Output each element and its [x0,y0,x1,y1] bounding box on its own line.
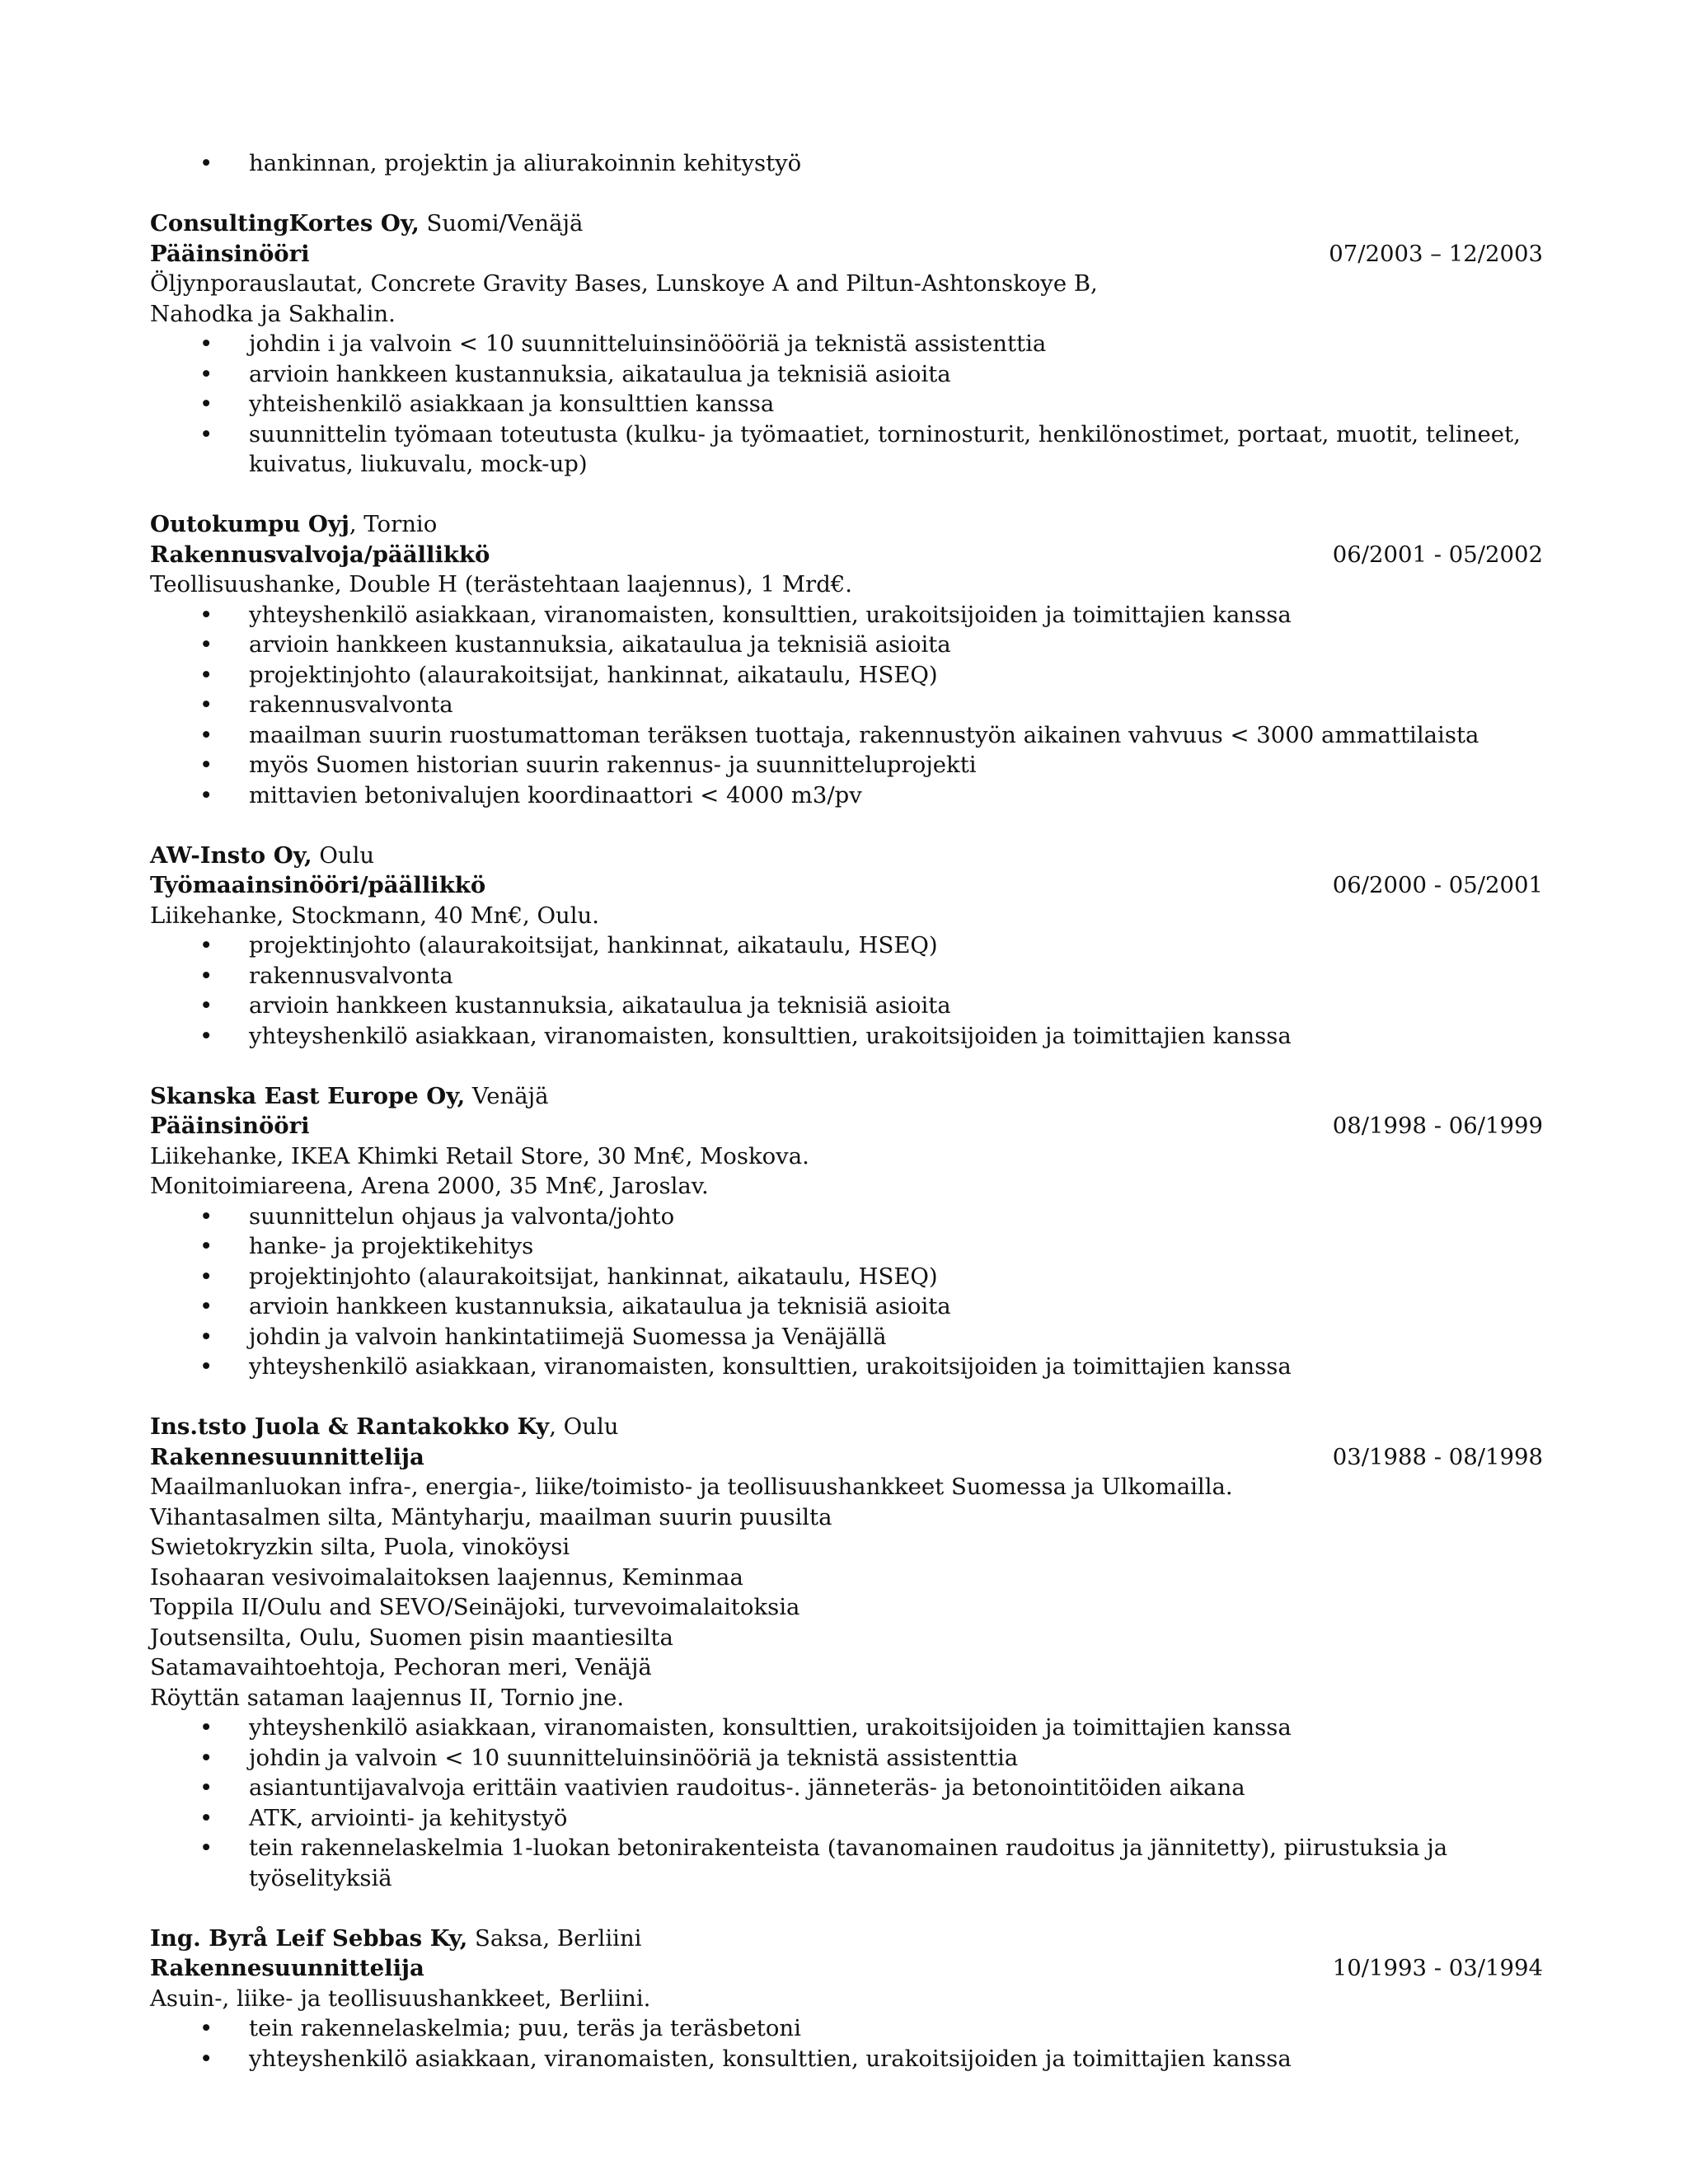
job-entry [150,841,1543,1052]
bullet-item: • suunnittelin työmaan toteutusta (kulku- ja työmaatiet, torninosturit, henkilönostimet, portaat, muotit, telineet, kuivatus, liukuvalu, mock-up) [150,419,1543,480]
job-location: , Tornio [349,511,438,537]
bullet-item: • asiantuntijavalvoja erittäin vaativien raudoitus-. jänneteräs- ja betonointitöiden aikana [150,1773,1543,1803]
job-period: 06/2001 - 05/2002 [1332,541,1543,568]
bullet-item: • yhteyshenkilö asiakkaan, viranomaisten, konsulttien, urakoitsijoiden ja toimittajien kanssa [150,1021,1543,1052]
bullet-item: • projektinjohto (alaurakoitsijat, hankinnat, aikataulu, HSEQ) [150,660,1543,691]
job-bullet-list [150,1202,1543,1382]
job-entry [150,1081,1543,1382]
job-bullet-list [150,600,1543,811]
description-line: Isohaaran vesivoimalaitoksen laajennus, Keminmaa [150,1563,743,1591]
bullet-item: • arvioin hankkeen kustannuksia, aikataulua ja teknisiä asioita [150,630,1543,660]
description-line: Asuin-, liike- ja teollisuushankkeet, Berliini. [150,1985,651,2012]
bullet-item: • projektinjohto (alaurakoitsijat, hankinnat, aikataulu, HSEQ) [150,1262,1543,1292]
bullet-item: • yhteyshenkilö asiakkaan, viranomaisten, konsulttien, urakoitsijoiden ja toimittajien kanssa [150,600,1543,630]
job-title-row [150,1442,1543,1473]
description-line: Liikehanke, IKEA Khimki Retail Store, 30 Mn€, Moskova. [150,1142,809,1169]
job-period: 08/1998 - 06/1999 [1332,1113,1543,1139]
company-name: Ins.tsto Juola & Rantakokko Ky [150,1413,550,1440]
bullet-item: • yhteyshenkilö asiakkaan, viranomaisten, konsulttien, urakoitsijoiden ja toimittajien kanssa [150,1352,1543,1382]
job-description [150,1141,1543,1202]
cv-work-history [150,148,1543,2074]
bullet-item: • projektinjohto (alaurakoitsijat, hankinnat, aikataulu, HSEQ) [150,930,1543,961]
job-location: Oulu [312,841,375,869]
bullet-item: • hanke- ja projektikehitys [150,1231,1543,1262]
description-line: Toppila II/Oulu and SEVO/Seinäjoki, turvevoimalaitoksia [150,1594,800,1620]
bullet-item: • maailman suurin ruostumattoman teräksen tuottaja, rakennustyön aikainen vahvuus < 3000 ammattilaista [150,720,1543,751]
bullet-item: • myös Suomen historian suurin rakennus- ja suunnitteluprojekti [150,750,1543,780]
job-title-row [150,1953,1543,1984]
job-title-row [150,1111,1543,1141]
job-bullet-list [150,2013,1543,2074]
bullet-item: • tein rakennelaskelmia 1-luokan betonirakenteista (tavanomainen raudoitus ja jännitetty), piirustuksia ja työselityksiä [150,1833,1543,1893]
job-description [150,1984,1543,2014]
job-description [150,901,1543,931]
description-line: Maailmanluokan infra-, energia-, liike/toimisto- ja teollisuushankkeet Suomessa ja Ulkomailla. [150,1474,1233,1500]
bullet-item: • johdin ja valvoin < 10 suunnitteluinsinööriä ja teknistä assistenttia [150,1743,1543,1774]
description-line: Nahodka ja Sakhalin. [150,300,396,327]
company-name: ConsultingKortes Oy, [150,210,420,237]
job-employer-line [150,1081,1543,1112]
job-list [150,209,1543,2074]
description-line: Röyttän sataman laajennus II, Tornio jne. [150,1684,625,1711]
job-entry [150,209,1543,480]
company-name: Skanska East Europe Oy, [150,1082,466,1109]
bullet-item: • johdin ja valvoin hankintatiimejä Suomessa ja Venäjällä [150,1322,1543,1352]
company-name: AW-Insto Oy, [150,841,312,869]
bullet-item: • arvioin hankkeen kustannuksia, aikataulua ja teknisiä asioita [150,359,1543,390]
description-line: Teollisuushanke, Double H (terästehtaan laajennus), 1 Mrd€. [150,571,853,598]
bullet-item: • mittavien betonivalujen koordinaattori < 4000 m3/pv [150,780,1543,811]
job-location: Suomi/Venäjä [419,210,584,237]
bullet-item: • johdin i ja valvoin < 10 suunnitteluinsinöööriä ja teknistä assistenttia [150,329,1543,359]
description-line: Liikehanke, Stockmann, 40 Mn€, Oulu. [150,902,600,929]
job-period: 06/2000 - 05/2001 [1332,872,1543,898]
job-title: Työmaainsinööri/päällikkö [150,872,486,898]
job-title: Pääinsinööri [150,240,310,267]
job-bullet-list [150,1713,1543,1893]
job-location: Venäjä [465,1082,549,1109]
job-location: , Oulu [549,1413,619,1440]
bullet-item: • ATK, arviointi- ja kehitystyö [150,1803,1543,1834]
bullet-item: • arvioin hankkeen kustannuksia, aikataulua ja teknisiä asioita [150,991,1543,1021]
job-description [150,269,1543,329]
job-period: 10/1993 - 03/1994 [1332,1955,1543,1981]
job-bullet-list [150,930,1543,1051]
bullet-item: • yhteyshenkilö asiakkaan, viranomaisten, konsulttien, urakoitsijoiden ja toimittajien kanssa [150,2044,1543,2074]
company-name: Outokumpu Oyj [150,511,349,537]
job-description [150,1472,1543,1713]
job-location: Saksa, Berliini [467,1924,642,1952]
job-description [150,569,1543,600]
description-line: Monitoimiareena, Arena 2000, 35 Mn€, Jaroslav. [150,1173,709,1199]
description-line: Öljynporauslautat, Concrete Gravity Bases, Lunskoye A and Piltun-Ashtonskoye B, [150,270,1098,297]
job-period: 07/2003 – 12/2003 [1329,240,1543,267]
job-title-row [150,540,1543,570]
job-period: 03/1988 - 08/1998 [1332,1443,1543,1470]
intro-bullet-list [150,148,1543,179]
description-line: Satamavaihtoehtoja, Pechoran meri, Venäjä [150,1654,652,1680]
description-line: Vihantasalmen silta, Mäntyharju, maailman suurin puusilta [150,1503,832,1530]
bullet-item: • rakennusvalvonta [150,690,1543,720]
description-line: Joutsensilta, Oulu, Suomen pisin maantiesilta [150,1624,673,1651]
job-title: Rakennusvalvoja/päällikkö [150,541,490,568]
bullet-item: • rakennusvalvonta [150,961,1543,991]
job-employer-line [150,841,1543,871]
bullet-item: • yhteyshenkilö asiakkaan, viranomaisten, konsulttien, urakoitsijoiden ja toimittajien kanssa [150,1713,1543,1743]
job-employer-line [150,1412,1543,1442]
bullet-item: • yhteishenkilö asiakkaan ja konsulttien kanssa [150,389,1543,419]
job-employer-line [150,1924,1543,1954]
job-bullet-list [150,329,1543,480]
job-employer-line [150,209,1543,239]
job-entry [150,1924,1543,2074]
job-title-row [150,239,1543,269]
job-employer-line [150,509,1543,540]
job-title: Pääinsinööri [150,1113,310,1139]
bullet-item: • tein rakennelaskelmia; puu, teräs ja teräsbetoni [150,2013,1543,2044]
company-name: Ing. Byrå Leif Sebbas Ky, [150,1924,468,1952]
bullet-item: • arvioin hankkeen kustannuksia, aikataulua ja teknisiä asioita [150,1291,1543,1322]
job-title: Rakennesuunnittelija [150,1955,424,1981]
job-entry [150,1412,1543,1893]
job-entry [150,509,1543,810]
bullet-item: • suunnittelun ohjaus ja valvonta/johto [150,1202,1543,1232]
bullet-item: • hankinnan, projektin ja aliurakoinnin kehitystyö [150,148,1543,179]
job-title: Rakennesuunnittelija [150,1443,424,1470]
description-line: Swietokryzkin silta, Puola, vinoköysi [150,1534,570,1560]
job-title-row [150,870,1543,901]
